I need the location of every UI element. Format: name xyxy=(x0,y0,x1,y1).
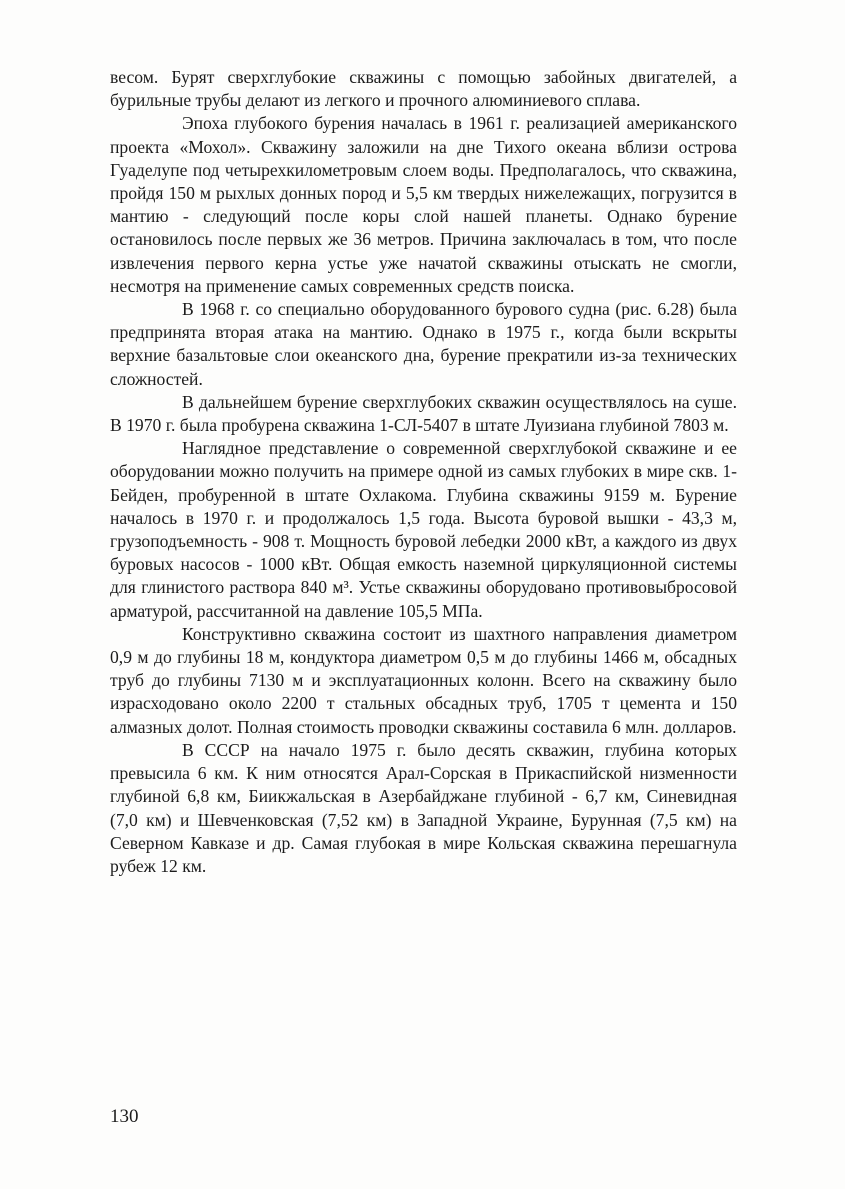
paragraph-mohole-project: Эпоха глубокого бурения началась в 1961 г. реализацией американского проекта «Мохол». Скважину заложили на дне Тихого океана вблизи острова Гуаделупе под четырехкилометровым слоем воды. Предполагалось, что скважина, пройдя 150 м рыхлых донных пород и 5,5 км твердых нижележащих, погрузится в мантию - следующий после коры слой нашей планеты. Однако бурение остановилось после первых же 36 метров. Причина заключалась в том, что после извлечения первого керна устье уже начатой скважины отыскать не смогли, несмотря на применение самых современных средств поиска. xyxy=(110,113,737,296)
paragraph-baden-well: Наглядное представление о современной сверхглубокой скважине и ее оборудовании можно получить на примере одной из самых глубоких в мире скв. 1-Бейден, пробуренной в штате Охлакома. Глубина скважины 9159 м. Бурение началось в 1970 г. и продолжалось 1,5 года. Высота буровой вышки - 43,3 м, грузоподъемность - 908 т. Мощность буровой лебедки 2000 кВт, а каждого из двух буровых насосов - 1000 кВт. Общая емкость наземной циркуляционной системы для глинистого раствора 840 м³. Устье скважины оборудовано противовыбросовой арматурой, рассчитанной на давление 105,5 МПа. xyxy=(110,438,737,621)
paragraph-1968-attempt: В 1968 г. со специально оборудованного бурового судна (рис. 6.28) была предпринята вторая атака на мантию. Однако в 1975 г., когда были вскрыты верхние базальтовые слои океанского дна, бурение прекратили из-за технических сложностей. xyxy=(110,299,737,389)
paragraph-well-construction: Конструктивно скважина состоит из шахтного направления диаметром 0,9 м до глубины 18 м, кондуктора диаметром 0,5 м до глубины 1466 м, обсадных труб до глубины 7130 м и эксплуатационных колонн. Всего на скважину было израсходовано около 2200 т стальных обсадных труб, 1705 т цемента и 150 алмазных долот. Полная стоимость проводки скважины составила 6 млн. долларов. xyxy=(110,623,737,737)
paragraph-ussr-wells: В СССР на начало 1975 г. было десять скважин, глубина которых превысила 6 км. К ним относятся Арал-Сорская в Прикаспийской низменности глубиной 6,8 км, Биикжальская в Азербайджане глубиной - 6,7 км, Синевидная (7,0 км) и Шевченковская (7,52 км) в Западной Украине, Бурунная (7,5 км) на Северном Кавказе и др. Самая глубокая в мире Кольская скважина перешагнула рубеж 12 км. xyxy=(110,739,737,876)
body-text xyxy=(110,66,737,878)
paragraph-onshore-drilling: В дальнейшем бурение сверхглубоких скважин осуществлялось на суше. В 1970 г. была пробурена скважина 1-СЛ-5407 в штате Луизиана глубиной 7803 м. xyxy=(110,391,737,436)
page-number: 130 xyxy=(110,1106,139,1127)
paragraph-continuation: весом. Бурят сверхглубокие скважины с помощью забойных двигателей, а бурильные трубы делают из легкого и прочного алюминиевого сплава. xyxy=(110,67,737,111)
